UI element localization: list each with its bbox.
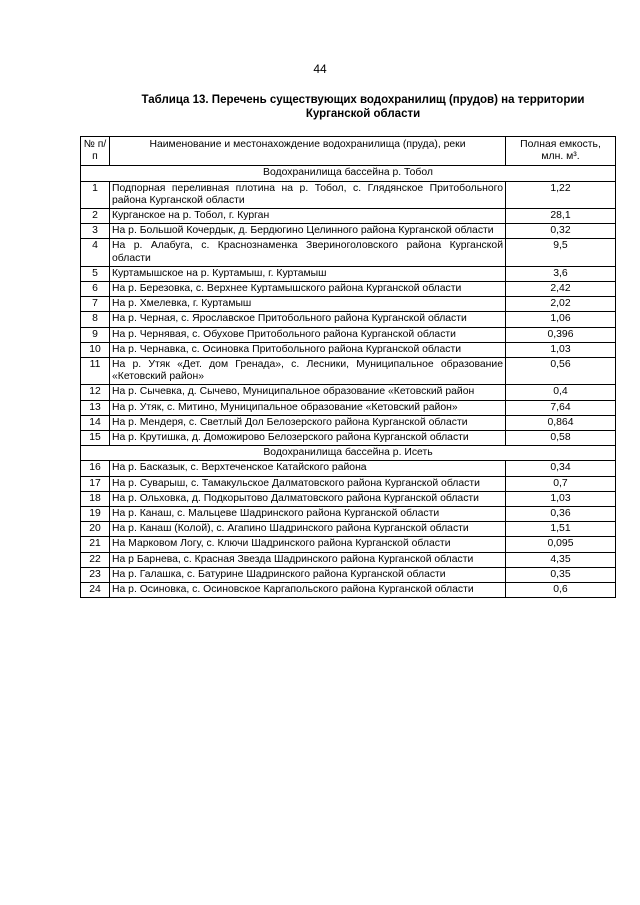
row-number: 8 [81,312,110,327]
table-row [81,491,616,506]
section-title: Водохранилища бассейна р. Тобол [81,166,616,181]
row-volume: 1,51 [506,522,616,537]
row-volume: 3,6 [506,266,616,281]
row-number: 20 [81,522,110,537]
row-name: На р. Крутишка, д. Доможирово Белозерского района Курганской области [110,431,506,446]
table-row [81,522,616,537]
table-row [81,461,616,476]
row-number: 6 [81,282,110,297]
table-row [81,312,616,327]
table-row [81,385,616,400]
row-volume: 28,1 [506,209,616,224]
row-name: На р. Ольховка, д. Подкорытово Далматовского района Курганской области [110,491,506,506]
table-body [81,166,616,598]
table-row [81,224,616,239]
reservoir-table [80,136,616,598]
row-number: 24 [81,583,110,598]
row-name: На р. Чернявая, с. Обухове Притобольного района Курганской области [110,327,506,342]
row-number: 13 [81,400,110,415]
table-row [81,552,616,567]
row-volume: 0,58 [506,431,616,446]
row-name: На р. Галашка, с. Батурине Шадринского района Курганской области [110,567,506,582]
row-name: На р. Канаш, с. Мальцеве Шадринского района Курганской области [110,507,506,522]
row-volume: 0,396 [506,327,616,342]
row-number: 19 [81,507,110,522]
row-volume: 1,22 [506,181,616,208]
row-volume: 0,095 [506,537,616,552]
row-number: 18 [81,491,110,506]
row-number: 10 [81,342,110,357]
row-name: Подпорная переливная плотина на р. Тобол, с. Глядянское Притобольного района Курганской области [110,181,506,208]
row-name: На р. Сычевка, д. Сычево, Муниципальное образование «Кетовский район [110,385,506,400]
row-volume: 1,06 [506,312,616,327]
row-name: На р. Черная, с. Ярославское Притобольного района Курганской области [110,312,506,327]
row-volume: 2,42 [506,282,616,297]
row-volume: 1,03 [506,342,616,357]
row-number: 4 [81,239,110,266]
row-number: 21 [81,537,110,552]
row-name: На Марковом Логу, с. Ключи Шадринского района Курганской области [110,537,506,552]
table-row [81,297,616,312]
row-name: На р. Хмелевка, г. Куртамыш [110,297,506,312]
row-number: 22 [81,552,110,567]
table-row [81,567,616,582]
table-row [81,400,616,415]
row-number: 16 [81,461,110,476]
row-name: На р. Березовка, с. Верхнее Куртамышского района Курганской области [110,282,506,297]
row-number: 5 [81,266,110,281]
row-number: 14 [81,415,110,430]
table-row [81,476,616,491]
table-row [81,431,616,446]
row-volume: 0,35 [506,567,616,582]
table-row [81,181,616,208]
row-number: 1 [81,181,110,208]
page-number: 44 [313,62,327,76]
row-volume: 0,7 [506,476,616,491]
table-row [81,342,616,357]
row-name: На р. Утяк «Дет. дом Гренада», с. Лесники, Муниципальное образование «Кетовский район» [110,358,506,385]
row-volume: 0,36 [506,507,616,522]
row-number: 7 [81,297,110,312]
table-row [81,282,616,297]
row-volume: 0,56 [506,358,616,385]
table-row [81,209,616,224]
row-volume: 2,02 [506,297,616,312]
table-row [81,507,616,522]
section-header-row [81,166,616,181]
table-row [81,415,616,430]
header-volume: Полная емкость, млн. м³. [506,137,616,166]
row-name: На р. Большой Кочердык, д. Бердюгино Целинного района Курганской области [110,224,506,239]
table-row [81,239,616,266]
row-name: Курганское на р. Тобол, г. Курган [110,209,506,224]
row-name: На р Барнева, с. Красная Звезда Шадринского района Курганской области [110,552,506,567]
table-row [81,266,616,281]
row-name: Куртамышское на р. Куртамыш, г. Куртамыш [110,266,506,281]
row-volume: 0,32 [506,224,616,239]
row-name: На р. Мендеря, с. Светлый Дол Белозерского района Курганской области [110,415,506,430]
row-volume: 9,5 [506,239,616,266]
row-volume: 1,03 [506,491,616,506]
row-volume: 0,34 [506,461,616,476]
row-number: 12 [81,385,110,400]
row-volume: 0,4 [506,385,616,400]
table-row [81,537,616,552]
row-number: 17 [81,476,110,491]
row-volume: 4,35 [506,552,616,567]
row-number: 9 [81,327,110,342]
header-name: Наименование и местонахождение водохранилища (пруда), реки [110,137,506,166]
section-header-row [81,446,616,461]
row-name: На р. Осиновка, с. Осиновское Каргапольского района Курганской области [110,583,506,598]
row-volume: 7,64 [506,400,616,415]
table-row [81,327,616,342]
table-title: Таблица 13. Перечень существующих водохранилищ (прудов) на территории Курганской области [141,94,585,120]
row-name: На р. Алабуга, с. Краснознаменка Звериноголовского района Курганской области [110,239,506,266]
row-number: 2 [81,209,110,224]
row-number: 23 [81,567,110,582]
table-header-row [81,137,616,166]
row-name: На р. Канаш (Колой), с. Агапино Шадринского района Курганской области [110,522,506,537]
row-volume: 0,6 [506,583,616,598]
row-name: На р. Басказык, с. Верхтеченское Катайского района [110,461,506,476]
row-number: 15 [81,431,110,446]
table-row [81,583,616,598]
header-number: № п/п [81,137,110,166]
row-name: На р. Чернавка, с. Осиновка Притобольного района Курганской области [110,342,506,357]
table-row [81,358,616,385]
row-name: На р. Утяк, с. Митино, Муниципальное образование «Кетовский район» [110,400,506,415]
row-name: На р. Суварыш, с. Тамакульское Далматовского района Курганской области [110,476,506,491]
row-number: 3 [81,224,110,239]
section-title: Водохранилища бассейна р. Исеть [81,446,616,461]
row-volume: 0,864 [506,415,616,430]
row-number: 11 [81,358,110,385]
